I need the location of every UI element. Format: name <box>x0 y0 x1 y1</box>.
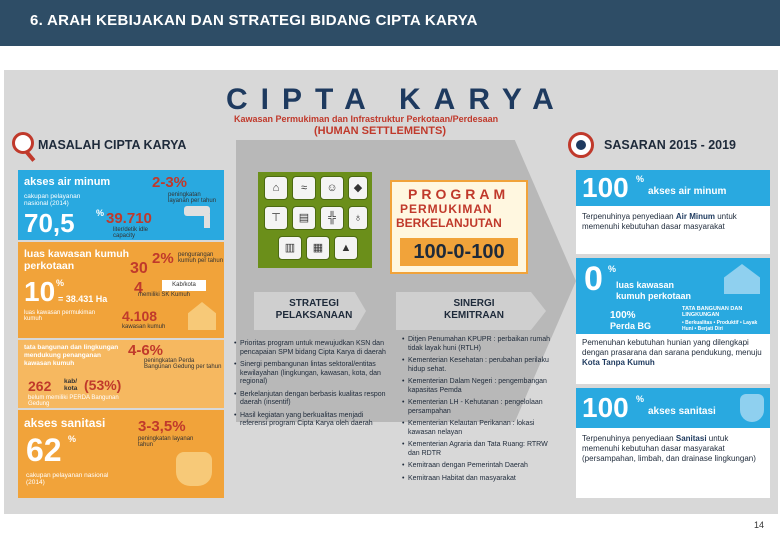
kumuh-pct-note: pengurangan kumuh per tahun <box>178 252 224 264</box>
masalah-title: MASALAH CIPTA KARYA <box>38 138 187 152</box>
strategi-item: • Hasil kegiatan yang berkualitas menjadi referensi program Cipta Karya oleh daerah <box>234 412 388 429</box>
toilet-icon: ♁ <box>348 206 368 230</box>
toilet-icon <box>176 452 212 486</box>
cipta-karya-title: CIPTA KARYA <box>226 83 567 116</box>
tata-262: 262 <box>28 378 52 394</box>
sasaran-tata: TATA BANGUNAN DAN LINGKUNGAN <box>682 306 743 318</box>
sasaran-air-pct: % <box>636 174 645 184</box>
sasaran-air-label: akses air minum <box>648 186 727 197</box>
kumuh-4: 4 <box>134 280 143 297</box>
perda-note: belum memiliki PERDA Bangunan Gedung <box>28 395 119 407</box>
sanitasi-pct-sign: % <box>68 434 77 444</box>
sasaran-sanitasi-desc: Terpenuhinya penyediaan Sanitasi untuk memenuhi kebutuhan dasar masyarakat (persampahan, limbah, dan drainase lingkungan) <box>582 434 756 463</box>
sasaran-kumuh-label: luas kawasan kumuh perkotaan <box>616 280 692 301</box>
program-box <box>390 180 528 274</box>
sasaran-air-desc: Terpenuhinya penyediaan Air Minum untuk memenuhi kebutuhan dasar masyarakat <box>582 212 737 231</box>
sasaran-kumuh-pct: % <box>608 264 617 274</box>
tata-pct: 4-6% <box>128 342 164 359</box>
kumuh-big-number: 10 <box>24 276 56 307</box>
trash-icon: ▥ <box>278 236 302 260</box>
header-bar <box>0 0 780 46</box>
kumuh-pct-sign: % <box>56 278 65 288</box>
page-number: 14 <box>753 520 764 530</box>
sanitasi-coverage-note: cakupan pelayanan nasional (2014) <box>26 472 109 486</box>
kumuh-30: 30 <box>130 260 148 277</box>
sinergi-list <box>402 336 552 487</box>
sinergi-item: • Kementerian LH - Kehutanan : pengelolaan persampahan <box>402 399 552 416</box>
air-coverage-note: cakupan pelayanan nasional (2014) <box>24 193 81 207</box>
strategi-item: • Sinergi pembangunan lintas sektoral/entitas kewilayahan (lingkungan, kawasan, kota, dan regional) <box>234 361 388 387</box>
strategi-title: STRATEGI PELAKSANAAN <box>275 298 353 321</box>
program-l1: PROGRAM <box>408 186 510 202</box>
sanitasi-big-number: 62 <box>26 432 62 468</box>
fire-icon: ▲ <box>334 236 358 260</box>
sasaran-sanitasi-box <box>576 388 770 498</box>
sasaran-perda-label: Perda BG <box>610 321 652 331</box>
air-pct: 2-3% <box>152 174 188 191</box>
tata-pct-note: peningkatan Perda Bangunan Gedung per tahun <box>144 358 222 370</box>
faucet-spout-icon <box>204 214 210 228</box>
sasaran-air-box <box>576 170 770 254</box>
tata-pct53: (53%) <box>84 377 122 393</box>
faucet-icon: ⊤ <box>264 206 288 230</box>
sasaran-air-big: 100 <box>582 172 629 203</box>
kumuh-pct: 2% <box>152 250 174 267</box>
sasaran-sanitasi-pct: % <box>636 394 645 404</box>
masalah-sanitasi-box <box>18 410 224 498</box>
air-pct-note: peningkatan layanan per tahun <box>168 192 217 204</box>
masalah-kumuh-box <box>18 242 224 338</box>
house-icon <box>188 302 216 330</box>
air-liters-note: liter/detik idle capacity <box>113 227 149 239</box>
kumuh-label: luas kawasan kumuh perkotaan <box>24 248 130 272</box>
sasaran-sanitasi-label: akses sanitasi <box>648 406 716 417</box>
sinergi-item: • Kemitraan dengan Pemerintah Daerah <box>402 462 552 471</box>
slide-title: 6. ARAH KEBIJAKAN DAN STRATEGI BIDANG CIPTA KARYA <box>30 12 478 29</box>
cipta-karya-subtitle: Kawasan Permukiman dan Infrastruktur Perkotaan/Perdesaan <box>234 114 499 124</box>
human-settlements-label: (HUMAN SETTLEMENTS) <box>314 125 446 137</box>
air-label: akses air minum <box>24 176 111 188</box>
drainage-icon: ▤ <box>292 206 316 230</box>
program-target: 100-0-100 <box>400 238 518 266</box>
water-drop-icon: ◆ <box>348 176 368 200</box>
people-icon: ☺ <box>320 176 344 200</box>
sinergi-item: • Kementerian Dalam Negeri : pengembangan kapasitas Pemda <box>402 378 552 395</box>
sanitasi-pct: 3-3,5% <box>138 418 186 435</box>
kumuh-4108: 4.108 <box>122 308 158 324</box>
strategi-item: • Berkelanjutan dengan berbasis kualitas respon daerah (insentif) <box>234 391 388 408</box>
kumuh-ha: = 38.431 Ha <box>58 294 108 304</box>
infographic <box>4 70 778 514</box>
sasaran-sanitasi-big: 100 <box>582 392 629 423</box>
sasaran-perda-pct: 100% <box>610 310 636 321</box>
kab-kota-tag: Kab/kota <box>162 280 206 291</box>
sinergi-item: • Kementerian Agraria dan Tata Ruang: RTRW dan RDTR <box>402 441 552 458</box>
sinergi-item: • Kementerian Kesehatan : perubahan perilaku hidup sehat. <box>402 357 552 374</box>
sasaran-kumuh-box <box>576 258 770 384</box>
program-l3: BERKELANJUTAN <box>396 216 502 230</box>
road-icon: ≈ <box>292 176 316 200</box>
pipe-icon: ╬ <box>320 206 344 230</box>
building-icon: ▦ <box>306 236 330 260</box>
sinergi-title: SINERGI KEMITRAAN <box>444 298 504 321</box>
sasaran-kumuh-desc: Pemenuhan kebutuhan hunian yang dilengkapi dengan prasarana dan sarana pendukung, menuju Kota Tanpa Kumuh <box>582 338 762 367</box>
strategi-item: • Prioritas program untuk mewujudkan KSN dan pencapaian SPM bidang Cipta Karya di daerah <box>234 340 388 357</box>
air-pct-sign: % <box>96 208 105 218</box>
sinergi-item: • Kemitraan Habitat dan masyarakat <box>402 475 552 484</box>
sanitasi-pct-note: peningkatan layanan tahun <box>138 436 194 448</box>
tata-kabkota: kab/ kota <box>64 378 78 392</box>
toilet-icon <box>740 394 764 422</box>
house-icon: ⌂ <box>264 176 288 200</box>
sinergi-item: • Kementerian Kelautan Perikanan : lokasi kawasan nelayan <box>402 420 552 437</box>
kumuh-area-note: luas kawasan permukiman kumuh <box>24 310 96 322</box>
sk-kumuh-note: memiliki SK Kumuh <box>138 292 191 298</box>
magnifier-icon <box>12 132 34 154</box>
sasaran-title: SASARAN 2015 - 2019 <box>604 138 737 152</box>
masalah-air-box <box>18 170 224 240</box>
strategi-list <box>234 340 388 433</box>
sinergi-item: • Ditjen Penumahan KPUPR : perbaikan rumah tidak layak huni (RTLH) <box>402 336 552 353</box>
sanitasi-label: akses sanitasi <box>24 416 106 430</box>
tata-label: tata bangunan dan lingkungan mendukung penanganan kawasan kumuh <box>24 344 119 367</box>
magnifier-handle-icon <box>25 150 36 162</box>
masalah-tata-box <box>18 340 224 408</box>
air-liters: 39.710 <box>106 210 152 227</box>
icon-grid <box>258 172 372 268</box>
air-big-number: 70,5 <box>24 208 75 238</box>
sasaran-tags: • Berkualitas • Produktif • Layak Huni • Berjati Diri <box>682 320 758 332</box>
program-l2: PERMUKIMAN <box>400 202 493 216</box>
sasaran-kumuh-big: 0 <box>584 260 603 298</box>
kawasan-kumuh-note: kawasan kumuh <box>122 324 166 330</box>
target-center-icon <box>576 140 586 150</box>
